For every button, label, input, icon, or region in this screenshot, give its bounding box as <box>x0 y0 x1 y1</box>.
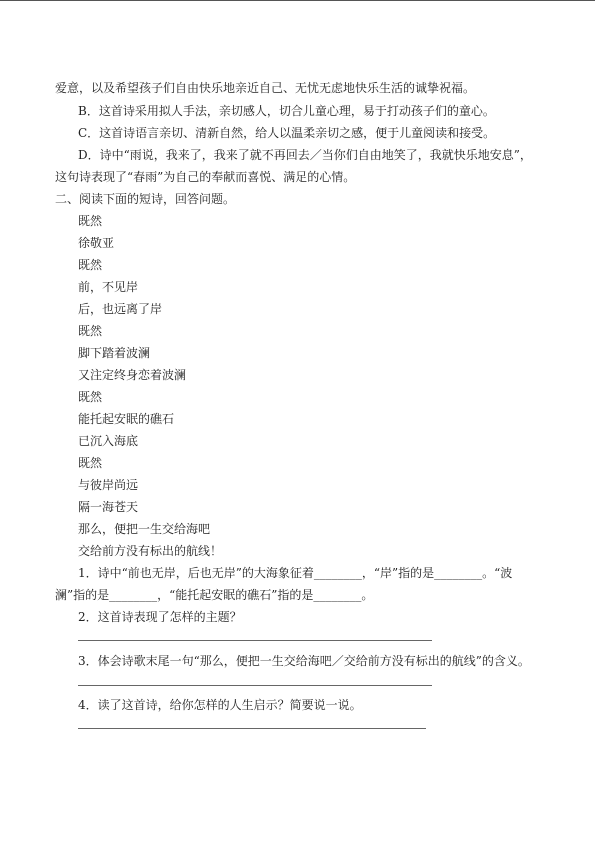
poem-line: 那么，便把一生交给海吧 <box>78 522 211 536</box>
option-c: C．这首诗语言亲切、清新自然，给人以温柔亲切之感，便于儿童阅读和接受。 <box>78 126 496 140</box>
option-d: D．诗中“雨说，我来了，我来了就不再回去／当你们自由地笑了，我就快乐地安息”， <box>78 148 532 162</box>
question-2: 2．这首诗表现了怎样的主题？ <box>78 610 242 624</box>
poem-author: 徐敬亚 <box>78 236 115 250</box>
answer-line-2[interactable] <box>78 640 432 641</box>
poem-line: 既然 <box>78 258 103 272</box>
poem-line: 既然 <box>78 390 103 404</box>
page-top-border <box>0 0 595 1</box>
poem-line: 已沉入海底 <box>78 434 139 448</box>
poem-line: 能托起安眠的礁石 <box>78 412 175 426</box>
option-a-continuation: 爱意，以及希望孩子们自由快乐地亲近自己、无忧无虑地快乐生活的诚挚祝福。 <box>55 81 476 95</box>
poem-line: 又注定终身恋着波澜 <box>78 368 187 382</box>
poem-line: 既然 <box>78 456 103 470</box>
answer-line-4[interactable] <box>78 728 426 729</box>
poem-line: 隔一海苍天 <box>78 500 139 514</box>
answer-line-3[interactable] <box>78 685 432 686</box>
option-d-continuation: 这句诗表现了“春雨”为自己的奉献而喜悦、满足的心情。 <box>55 170 356 184</box>
question-1-continuation: 澜”指的是________，“能托起安眠的礁石”指的是________。 <box>55 588 374 602</box>
question-4: 4．读了这首诗，给你怎样的人生启示？简要说一说。 <box>78 698 362 712</box>
poem-line: 后，也远离了岸 <box>78 302 163 316</box>
poem-line: 交给前方没有标出的航线！ <box>78 544 223 558</box>
question-1: 1．诗中“前也无岸，后也无岸”的大海象征着________，“岸”指的是________。“波 <box>78 566 513 580</box>
poem-line: 前，不见岸 <box>78 280 139 294</box>
question-3: 3．体会诗歌末尾一句“那么，便把一生交给海吧／交给前方没有标出的航线”的含义。 <box>78 654 530 668</box>
poem-line: 与彼岸尚远 <box>78 478 139 492</box>
option-b: B．这首诗采用拟人手法，亲切感人，切合儿童心理，易于打动孩子们的童心。 <box>78 104 495 118</box>
section-two-heading: 二、阅读下面的短诗，回答问题。 <box>55 192 236 206</box>
poem-line: 既然 <box>78 324 103 338</box>
poem-line: 脚下踏着波澜 <box>78 346 151 360</box>
poem-title: 既然 <box>78 214 103 228</box>
